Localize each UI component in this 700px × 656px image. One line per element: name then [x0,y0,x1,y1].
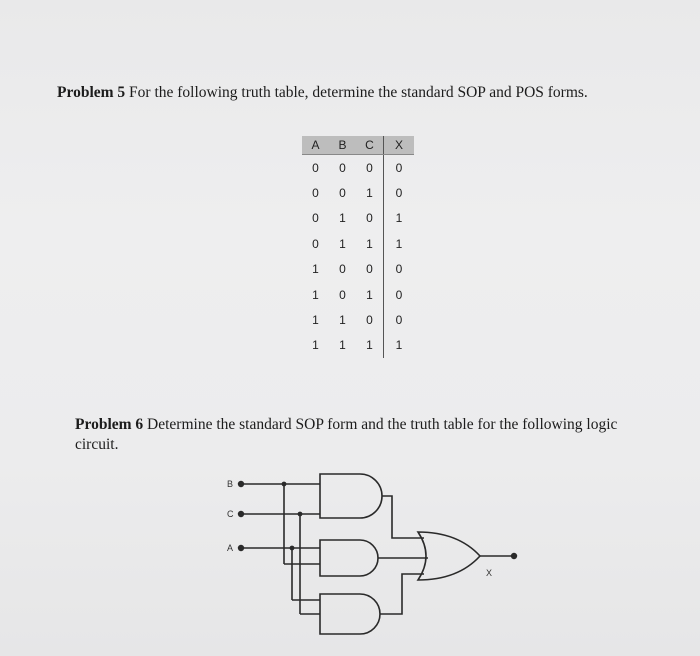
input-label-a: A [227,543,234,553]
problem-6-text: Determine the standard SOP form and the truth table for the following logic circuit. [75,416,618,453]
cell-x: 0 [384,155,415,181]
cell-b: 1 [339,313,346,328]
cell-x: 1 [384,333,415,358]
header-b: B [329,136,356,155]
logic-circuit-diagram [222,470,522,650]
cell-x: 0 [384,307,415,332]
cell-a: 1 [312,338,319,353]
truth-table [302,136,414,358]
cell-a: 1 [312,262,319,277]
cell-c: 0 [366,262,373,277]
table-row [302,333,414,358]
cell-b: 1 [339,211,346,226]
truth-table-header-row [302,136,414,155]
table-row [302,231,414,256]
junction-b [282,482,287,487]
cell-b: 0 [339,160,346,175]
cell-b: 1 [339,236,346,251]
cell-a: 0 [312,160,319,175]
cell-x: 1 [384,231,415,256]
cell-c: 1 [366,287,373,302]
output-label-x: X [486,568,493,578]
cell-b: 0 [339,287,346,302]
input-c-dot [238,511,244,517]
cell-c: 0 [366,160,373,175]
input-a-dot [238,545,244,551]
header-c: C [356,136,384,155]
cell-a: 0 [312,236,319,251]
cell-x: 0 [384,180,415,205]
cell-b: 0 [339,186,346,201]
cell-a: 1 [312,287,319,302]
table-row [302,180,414,205]
table-row [302,155,414,181]
junction-c [298,512,303,517]
and-gate-1 [320,474,382,518]
cell-b: 0 [339,262,346,277]
and-gate-3 [320,594,380,634]
cell-a: 0 [312,211,319,226]
cell-c: 1 [366,338,373,353]
input-label-b: B [227,479,234,489]
cell-x: 1 [384,206,415,231]
header-a: A [302,136,329,155]
cell-a: 1 [312,313,319,328]
header-x: X [384,136,415,155]
cell-a: 0 [312,186,319,201]
table-row [302,206,414,231]
problem-5 [57,83,657,103]
table-row [302,307,414,332]
cell-c: 1 [366,236,373,251]
and-gate-2 [320,540,378,576]
table-row [302,282,414,307]
or-gate [418,532,480,580]
input-label-c: C [227,509,234,519]
cell-c: 0 [366,211,373,226]
cell-x: 0 [384,282,415,307]
problem-6 [75,415,635,455]
input-b-dot [238,481,244,487]
table-row [302,257,414,282]
problem-6-label: Problem 6 [75,416,144,433]
cell-x: 0 [384,257,415,282]
junction-a [290,546,295,551]
cell-c: 0 [366,313,373,328]
cell-b: 1 [339,338,346,353]
cell-c: 1 [366,186,373,201]
problem-5-text: For the following truth table, determine the standard SOP and POS forms. [129,84,588,101]
problem-5-label: Problem 5 [57,84,126,101]
output-dot [511,553,517,559]
